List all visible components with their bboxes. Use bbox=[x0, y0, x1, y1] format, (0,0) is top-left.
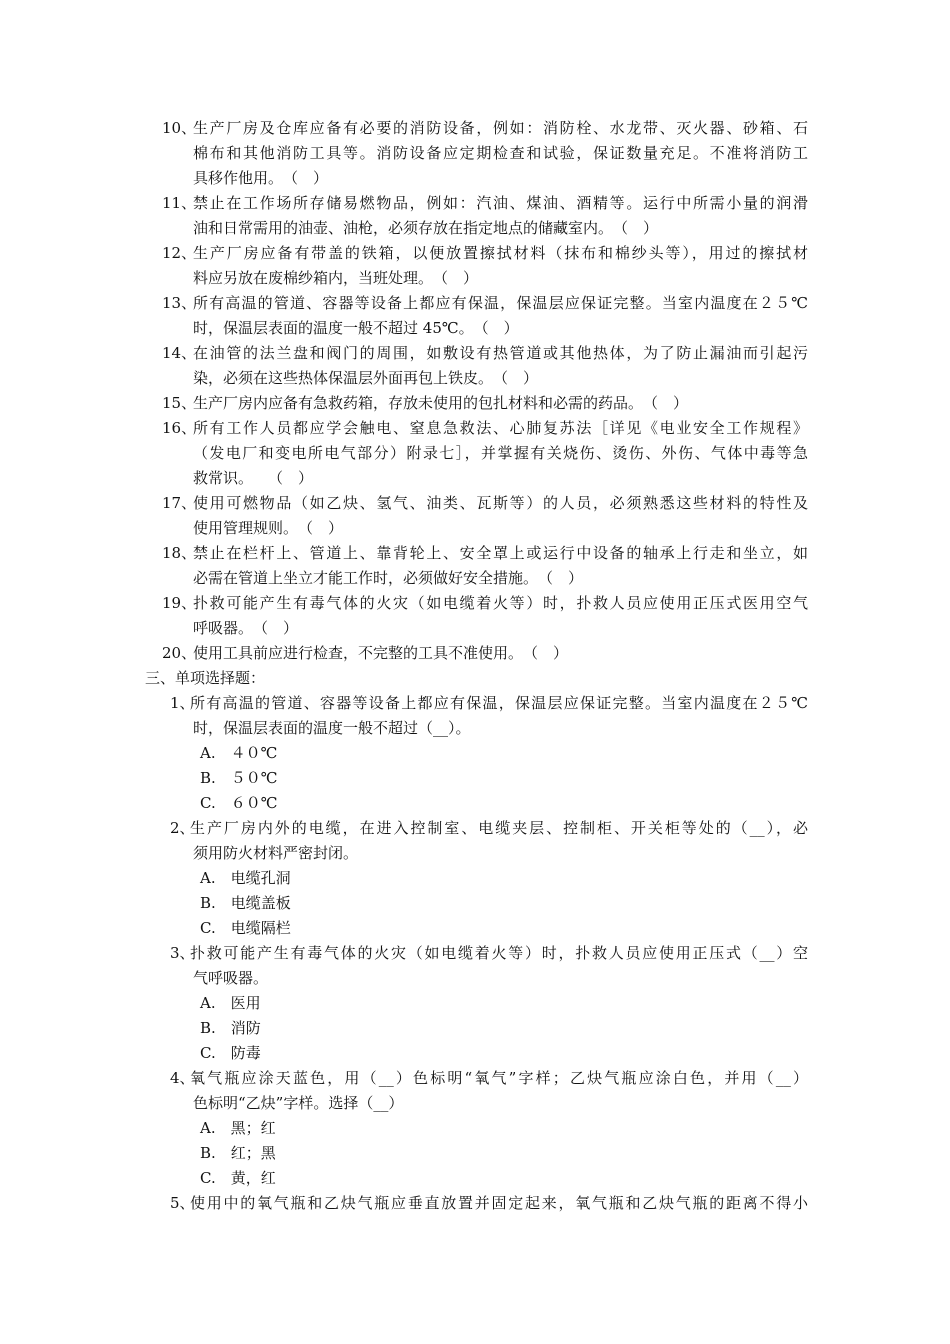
item-text: 扑救可能产生有毒气体的火灾（如电缆着火等）时，扑救人员应使用正压式医用空气 bbox=[193, 594, 808, 612]
item-text: 在油管的法兰盘和阀门的周围，如敷设有热管道或其他热体，为了防止漏油而引起污 bbox=[193, 344, 808, 362]
item-text: 禁止在工作场所存储易燃物品，例如：汽油、煤油、酒精等。运行中所需小量的润滑 bbox=[193, 194, 808, 212]
item-number: 16、 bbox=[162, 419, 197, 437]
item-number: 15、 bbox=[162, 394, 197, 412]
option-a: A. 黑；红 bbox=[200, 1119, 276, 1137]
item-text: 时，保温层表面的温度一般不超过 45℃。 （ ） bbox=[193, 319, 519, 337]
item-text: 使用管理规则。 （ ） bbox=[193, 519, 344, 537]
option-b: B. 消防 bbox=[200, 1019, 261, 1037]
item-number: 14、 bbox=[162, 344, 197, 362]
item-number: 1、 bbox=[170, 694, 195, 712]
option-a: A. 电缆孔洞 bbox=[200, 869, 291, 887]
item-text: 油和日常需用的油壶、油枪，必须存放在指定地点的储藏室内。 （ ） bbox=[193, 219, 659, 237]
item-text: 气呼吸器。 bbox=[193, 969, 269, 987]
item-number: 4、 bbox=[170, 1069, 195, 1087]
item-text: 具移作他用。 （ ） bbox=[193, 169, 329, 187]
item-text: 呼吸器。 （ ） bbox=[193, 619, 299, 637]
option-b: B. 红；黑 bbox=[200, 1144, 276, 1162]
item-text: 使用中的氧气瓶和乙炔气瓶应垂直放置并固定起来，氧气瓶和乙炔气瓶的距离不得小 bbox=[190, 1194, 808, 1212]
item-text: 料应另放在废棉纱箱内，当班处理。 （ ） bbox=[193, 269, 479, 287]
item-text: 生产厂房内应备有急救药箱，存放未使用的包扎材料和必需的药品。 （ ） bbox=[193, 394, 689, 412]
option-a: A. ４０℃ bbox=[200, 744, 278, 762]
item-text: 色标明“乙炔”字样。选择（__） bbox=[193, 1094, 404, 1112]
item-text: 生产厂房应备有带盖的铁箱，以便放置擦拭材料（抹布和棉纱头等），用过的擦拭材 bbox=[193, 244, 808, 262]
section-title: 三、单项选择题： bbox=[145, 669, 266, 687]
item-number: 3、 bbox=[170, 944, 195, 962]
item-number: 12、 bbox=[162, 244, 197, 262]
item-text: 生产厂房内外的电缆，在进入控制室、电缆夹层、控制柜、开关柜等处的（__），必 bbox=[190, 819, 808, 837]
item-text: 时，保温层表面的温度一般不超过（__）。 bbox=[193, 719, 471, 737]
item-text: （发电厂和变电所电气部分）附录七］，并掌握有关烧伤、烫伤、外伤、气体中毒等急 bbox=[193, 444, 808, 462]
item-number: 11、 bbox=[162, 194, 197, 212]
item-number: 19、 bbox=[162, 594, 197, 612]
item-number: 10、 bbox=[162, 119, 197, 137]
item-text: 氧气瓶应涂天蓝色，用（__）色标明“氧气”字样；乙炔气瓶应涂白色，并用（__） bbox=[190, 1069, 808, 1087]
option-b: B. 电缆盖板 bbox=[200, 894, 291, 912]
option-a: A. 医用 bbox=[200, 994, 261, 1012]
item-number: 18、 bbox=[162, 544, 197, 562]
item-number: 13、 bbox=[162, 294, 197, 312]
item-text: 所有工作人员都应学会触电、窒息急救法、心肺复苏法［详见《电业安全工作规程》 bbox=[193, 419, 808, 437]
item-text: 救常识。 （ ） bbox=[193, 469, 314, 487]
item-number: 5、 bbox=[170, 1194, 195, 1212]
item-text: 使用可燃物品（如乙炔、氢气、油类、瓦斯等）的人员，必须熟悉这些材料的特性及 bbox=[193, 494, 808, 512]
item-number: 20、 bbox=[162, 644, 197, 662]
item-text: 棉布和其他消防工具等。消防设备应定期检查和试验，保证数量充足。不准将消防工 bbox=[193, 144, 808, 162]
item-text: 必需在管道上坐立才能工作时，必须做好安全措施。 （ ） bbox=[193, 569, 584, 587]
option-c: C. ６０℃ bbox=[200, 794, 278, 812]
item-number: 17、 bbox=[162, 494, 197, 512]
option-c: C. 黄，红 bbox=[200, 1169, 276, 1187]
option-c: C. 防毒 bbox=[200, 1044, 261, 1062]
item-text: 禁止在栏杆上、管道上、靠背轮上、安全罩上或运行中设备的轴承上行走和坐立，如 bbox=[193, 544, 808, 562]
item-text: 须用防火材料严密封闭。 bbox=[193, 844, 359, 862]
item-text: 生产厂房及仓库应备有必要的消防设备，例如：消防栓、水龙带、灭火器、砂箱、石 bbox=[193, 119, 808, 137]
item-number: 2、 bbox=[170, 819, 195, 837]
item-text: 所有高温的管道、容器等设备上都应有保温，保温层应保证完整。当室内温度在２５℃ bbox=[193, 294, 808, 312]
item-text: 染，必须在这些热体保温层外面再包上铁皮。 （ ） bbox=[193, 369, 539, 387]
item-text: 使用工具前应进行检查，不完整的工具不准使用。 （ ） bbox=[193, 644, 569, 662]
option-c: C. 电缆隔栏 bbox=[200, 919, 291, 937]
item-text: 扑救可能产生有毒气体的火灾（如电缆着火等）时，扑救人员应使用正压式（__）空 bbox=[190, 944, 808, 962]
item-text: 所有高温的管道、容器等设备上都应有保温，保温层应保证完整。当室内温度在２５℃ bbox=[190, 694, 808, 712]
option-b: B. ５０℃ bbox=[200, 769, 278, 787]
